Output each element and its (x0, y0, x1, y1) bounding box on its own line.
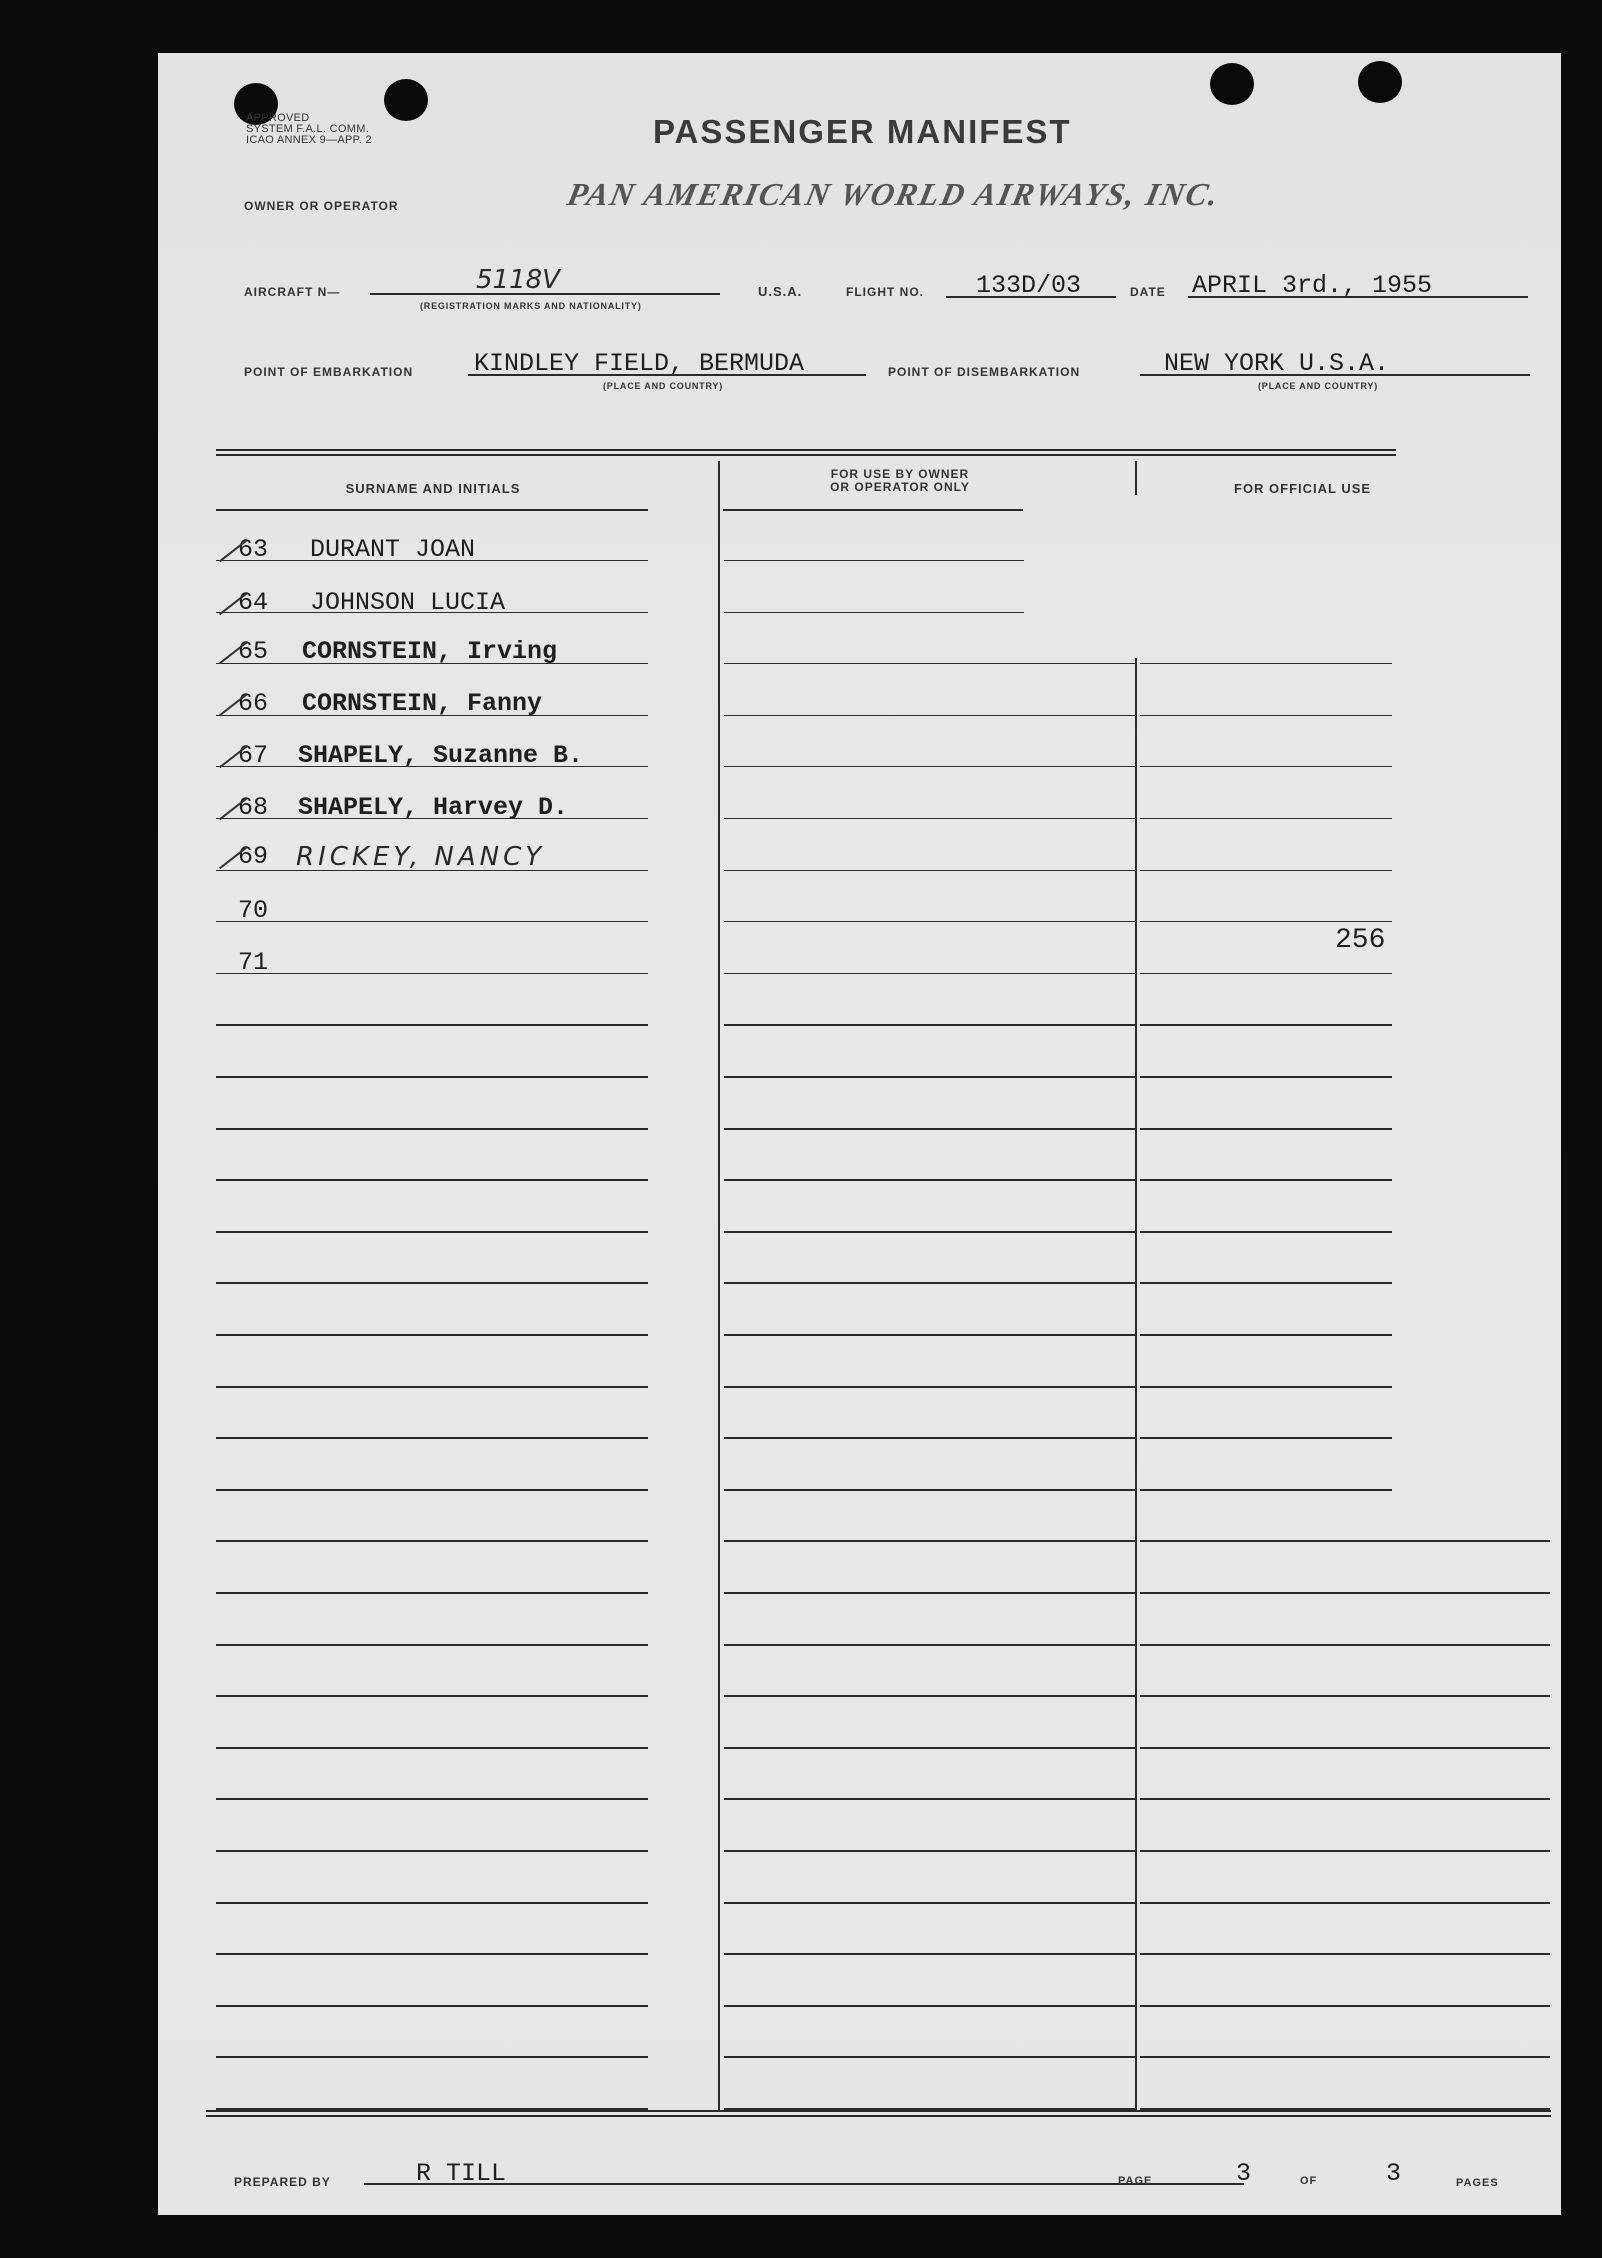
surname-column-header: SURNAME AND INITIALS (345, 481, 521, 496)
punch-hole (384, 79, 428, 121)
table-bottom-rule (206, 2110, 1551, 2112)
table-bottom-rule (206, 2115, 1551, 2117)
disembark-value: NEW YORK U.S.A. (1164, 349, 1390, 378)
row-line-official (1140, 1695, 1550, 1697)
passenger-name: RICKEY, NANCY (296, 842, 546, 872)
page-label: PAGE (1118, 2175, 1153, 2187)
row-line-surname (216, 1592, 648, 1594)
owner-column-header (720, 468, 1080, 494)
disembark-label: POINT OF DISEMBARKATION (888, 365, 1081, 379)
row-line-official (1140, 1334, 1392, 1336)
row-line-owner (724, 2005, 1136, 2007)
table-top-rule (216, 449, 1396, 451)
row-line-official (1140, 663, 1392, 664)
passenger-name: SHAPELY, Harvey D. (298, 793, 569, 822)
row-line-owner (724, 1902, 1136, 1904)
row-line-owner (724, 1798, 1136, 1800)
row-line-official (1140, 2005, 1550, 2007)
passenger-number: 68 (238, 793, 269, 822)
row-line-surname (216, 1386, 648, 1388)
of-label: OF (1300, 2175, 1318, 2187)
row-line-surname (216, 1489, 648, 1491)
row-line-surname (216, 1902, 648, 1904)
row-line-surname (216, 1076, 648, 1078)
row-line-owner (724, 1953, 1136, 1955)
owner-label: OWNER OR OPERATOR (244, 199, 399, 213)
row-line-official (1140, 1386, 1392, 1388)
owner-header-line-1: FOR USE BY OWNER (830, 467, 970, 481)
row-line-surname (216, 1798, 648, 1800)
passenger-number: 70 (238, 896, 269, 925)
column-divider (1135, 461, 1137, 495)
row-line-owner (724, 1282, 1136, 1284)
row-line-owner (724, 560, 1024, 561)
pages-label: PAGES (1456, 2177, 1499, 2189)
company-name: PAN AMERICAN WORLD AIRWAYS, INC. (564, 176, 1224, 212)
row-line-official (1140, 1024, 1392, 1026)
row-line-owner (724, 663, 1136, 664)
row-line-owner (724, 1179, 1136, 1181)
row-line-official (1140, 766, 1392, 767)
row-line-surname (216, 2005, 648, 2007)
manifest-sheet (158, 53, 1561, 2215)
row-line-owner (724, 870, 1136, 871)
header-underline (216, 509, 648, 511)
row-line-surname (216, 1437, 648, 1439)
row-line-official (1140, 818, 1392, 819)
row-line-surname (216, 1695, 648, 1697)
row-line-official (1140, 921, 1392, 922)
table-top-rule (216, 454, 1396, 456)
row-line-official (1140, 870, 1392, 871)
row-line-official (1140, 1953, 1550, 1955)
row-line-surname (216, 1644, 648, 1646)
passenger-name: JOHNSON LUCIA (310, 588, 506, 617)
approval-stamp (246, 113, 372, 146)
stamp-line-3: ICAO ANNEX 9—APP. 2 (246, 134, 372, 146)
column-divider (1135, 658, 1137, 2111)
row-line-surname (216, 1179, 648, 1181)
row-line-official (1140, 1489, 1392, 1491)
aircraft-label: AIRCRAFT N— (244, 285, 341, 299)
row-line-official (1140, 2056, 1550, 2058)
row-line-surname (216, 1282, 648, 1284)
row-line-official (1140, 1902, 1550, 1904)
passenger-number: 69 (238, 842, 269, 871)
row-line-owner (724, 921, 1136, 922)
of-value: 3 (1386, 2159, 1402, 2188)
row-line-owner (724, 1076, 1136, 1078)
row-line-official (1140, 1850, 1550, 1852)
row-line-surname (216, 973, 648, 974)
row-line-official (1140, 1798, 1550, 1800)
flight-value: 133D/03 (976, 271, 1082, 300)
embark-caption: (PLACE AND COUNTRY) (603, 381, 724, 391)
page-value: 3 (1236, 2159, 1252, 2188)
passenger-number: 66 (238, 689, 269, 718)
row-line-surname (216, 1850, 648, 1852)
row-line-owner (724, 715, 1136, 716)
row-line-official (1140, 973, 1392, 974)
prepared-by-value: R TILL (416, 2159, 507, 2188)
passenger-number: 71 (238, 948, 269, 977)
row-line-owner (724, 1644, 1136, 1646)
row-line-owner (724, 1540, 1136, 1542)
passenger-number: 64 (238, 588, 269, 617)
aircraft-value: 5118V (476, 265, 560, 295)
row-line-owner (724, 1747, 1136, 1749)
punch-hole (1210, 63, 1254, 105)
owner-header-line-2: OR OPERATOR ONLY (830, 480, 970, 494)
row-line-surname (216, 1024, 648, 1026)
row-line-official (1140, 1282, 1392, 1284)
official-column-header: FOR OFFICIAL USE (1234, 481, 1372, 496)
row-line-owner (724, 973, 1136, 974)
row-line-surname (216, 921, 648, 922)
row-line-surname (216, 1334, 648, 1336)
row-line-owner (724, 766, 1136, 767)
passenger-name: SHAPELY, Suzanne B. (298, 741, 584, 770)
header-underline (723, 509, 1023, 511)
row-line-owner (724, 2056, 1136, 2058)
embark-label: POINT OF EMBARKATION (244, 365, 414, 379)
usa-label: U.S.A. (758, 284, 803, 299)
row-line-official (1140, 1437, 1392, 1439)
row-line-owner (724, 1437, 1136, 1439)
manifest-title: PASSENGER MANIFEST (653, 113, 1072, 150)
date-label: DATE (1130, 285, 1166, 299)
row-line-owner (724, 612, 1024, 613)
prepared-by-label: PREPARED BY (234, 2175, 331, 2189)
row-line-surname (216, 2056, 648, 2058)
row-line-official (1140, 1644, 1550, 1646)
passenger-number: 67 (238, 741, 269, 770)
row-line-owner (724, 1850, 1136, 1852)
row-line-owner (724, 1128, 1136, 1130)
row-line-official (1140, 1128, 1392, 1130)
row-line-official (1140, 1592, 1550, 1594)
passenger-name: CORNSTEIN, Irving (302, 637, 558, 666)
row-line-owner (724, 1386, 1136, 1388)
row-line-owner (724, 1592, 1136, 1594)
column-divider (718, 461, 720, 2111)
row-line-owner (724, 1489, 1136, 1491)
passenger-name: CORNSTEIN, Fanny (302, 689, 543, 718)
embark-value: KINDLEY FIELD, BERMUDA (474, 349, 805, 378)
row-line-official (1140, 1540, 1550, 1542)
row-line-surname (216, 1747, 648, 1749)
row-line-owner (724, 818, 1136, 819)
row-line-official (1140, 715, 1392, 716)
date-value: APRIL 3rd., 1955 (1192, 271, 1433, 300)
passenger-number: 65 (238, 637, 269, 666)
registration-caption: (REGISTRATION MARKS AND NATIONALITY) (420, 301, 642, 311)
row-line-official (1140, 1231, 1392, 1233)
stamp-line-2: SYSTEM F.A.L. COMM. (246, 123, 370, 135)
flight-label: FLIGHT NO. (846, 285, 924, 299)
row-line-owner (724, 1231, 1136, 1233)
passenger-name: DURANT JOAN (310, 535, 476, 564)
official-note: 256 (1335, 925, 1386, 956)
row-line-official (1140, 1747, 1550, 1749)
disembark-caption: (PLACE AND COUNTRY) (1258, 381, 1379, 391)
row-line-owner (724, 1024, 1136, 1026)
punch-hole (1358, 61, 1402, 103)
stamp-line-1: APPROVED (246, 112, 310, 124)
row-line-owner (724, 1334, 1136, 1336)
row-line-official (1140, 1179, 1392, 1181)
row-line-surname (216, 1953, 648, 1955)
row-line-owner (724, 1695, 1136, 1697)
row-line-surname (216, 1540, 648, 1542)
row-line-official (1140, 1076, 1392, 1078)
row-line-surname (216, 1128, 648, 1130)
row-line-surname (216, 1231, 648, 1233)
passenger-number: 63 (238, 535, 269, 564)
